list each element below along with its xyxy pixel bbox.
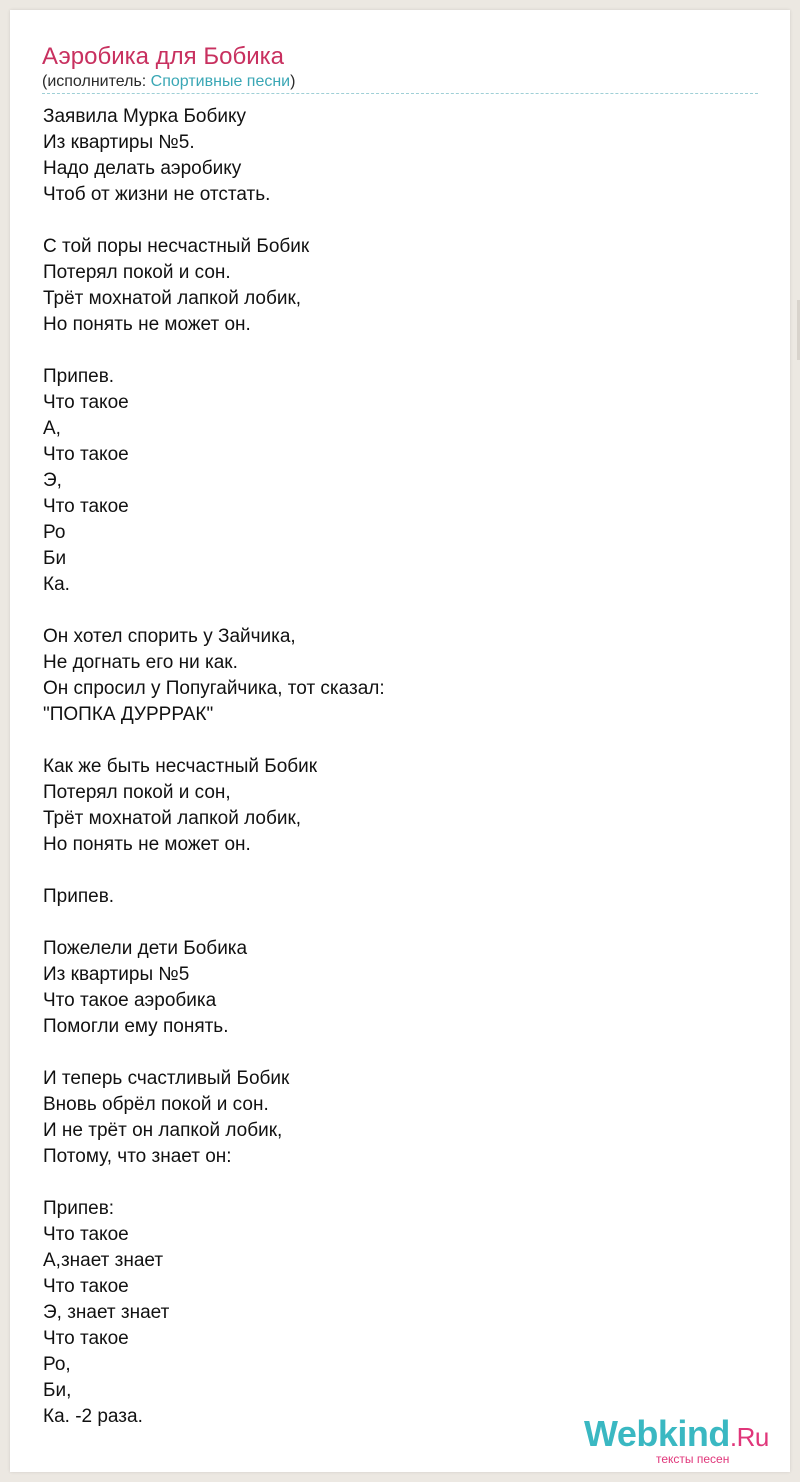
lyric-line: Би: [43, 548, 67, 569]
lyric-line: И теперь счастливый Бобик: [43, 1068, 290, 1089]
lyric-line: Потерял покой и сон,: [43, 782, 231, 803]
lyric-line: Э,: [43, 470, 62, 491]
lyric-line: Э, знает знает: [43, 1302, 170, 1323]
lyric-line: Он спросил у Попугайчика, тот сказал:: [43, 678, 385, 699]
lyric-line: Пожелели дети Бобика: [43, 938, 248, 959]
lyric-line: Что такое: [43, 1224, 129, 1245]
lyric-line: Припев.: [43, 366, 115, 387]
logo-suffix: .Ru: [729, 1422, 769, 1452]
lyric-line: Заявила Мурка Бобику: [43, 106, 246, 127]
lyric-line: Как же быть несчастный Бобик: [43, 756, 318, 777]
lyric-line: Припев.: [43, 886, 115, 907]
lyric-line: [43, 1040, 743, 1066]
lyric-line: Припев:: [43, 1198, 115, 1219]
lyric-line: Из квартиры №5.: [43, 132, 195, 153]
lyric-line: Би,: [43, 1380, 72, 1401]
lyric-line: Что такое: [43, 1276, 129, 1297]
lyric-line: Но понять не может он.: [43, 834, 251, 855]
lyric-line: Потерял покой и сон.: [43, 262, 231, 283]
lyric-line: Помогли ему понять.: [43, 1016, 229, 1037]
lyric-line: А,: [43, 418, 61, 439]
lyric-line: И не трёт он лапкой лобик,: [43, 1120, 283, 1141]
lyric-line: Ка. -2 раза.: [43, 1406, 143, 1427]
lyric-line: Ка.: [43, 574, 70, 595]
lyric-line: Но понять не может он.: [43, 314, 251, 335]
lyric-line: [43, 728, 743, 754]
lyric-line: Что такое аэробика: [43, 990, 217, 1011]
site-logo[interactable]: [584, 1412, 784, 1468]
artist-line: [42, 72, 295, 92]
lyric-line: Что такое: [43, 496, 129, 517]
lyric-line: Надо делать аэробику: [43, 158, 242, 179]
artist-suffix: ): [290, 73, 296, 90]
logo-tagline: тексты песен: [656, 1452, 730, 1466]
lyric-line: Что такое: [43, 444, 129, 465]
lyric-line: Трёт мохнатой лапкой лобик,: [43, 808, 302, 829]
artist-prefix: (исполнитель:: [42, 73, 151, 90]
lyric-line: Ро: [43, 522, 66, 543]
lyric-line: Что такое: [43, 392, 129, 413]
lyric-line: [43, 858, 743, 884]
song-title: Аэробика для Бобика: [42, 43, 284, 70]
lyric-line: [43, 598, 743, 624]
artist-link[interactable]: Спортивные песни: [150, 73, 291, 90]
lyric-line: Вновь обрёл покой и сон.: [43, 1094, 269, 1115]
lyric-line: Ро,: [43, 1354, 71, 1375]
lyric-line: "ПОПКА ДУРРРАК": [43, 704, 214, 725]
lyric-line: [43, 1170, 743, 1196]
lyric-line: Потому, что знает он:: [43, 1146, 232, 1167]
lyric-line: Из квартиры №5: [43, 964, 190, 985]
lyrics-card: [10, 10, 790, 1472]
lyric-line: Не догнать его ни как.: [43, 652, 238, 673]
lyric-line: [43, 338, 743, 364]
lyric-line: Чтоб от жизни не отстать.: [43, 184, 271, 205]
lyric-line: Что такое: [43, 1328, 129, 1349]
lyrics-text: [43, 104, 743, 1430]
lyric-line: [43, 910, 743, 936]
lyric-line: [43, 208, 743, 234]
lyric-line: Он хотел спорить у Зайчика,: [43, 626, 296, 647]
lyric-line: А,знает знает: [43, 1250, 164, 1271]
lyric-line: С той поры несчастный Бобик: [43, 236, 310, 257]
lyric-line: Трёт мохнатой лапкой лобик,: [43, 288, 302, 309]
logo-main-text: Webkind: [584, 1413, 730, 1454]
title-divider: [42, 93, 758, 94]
